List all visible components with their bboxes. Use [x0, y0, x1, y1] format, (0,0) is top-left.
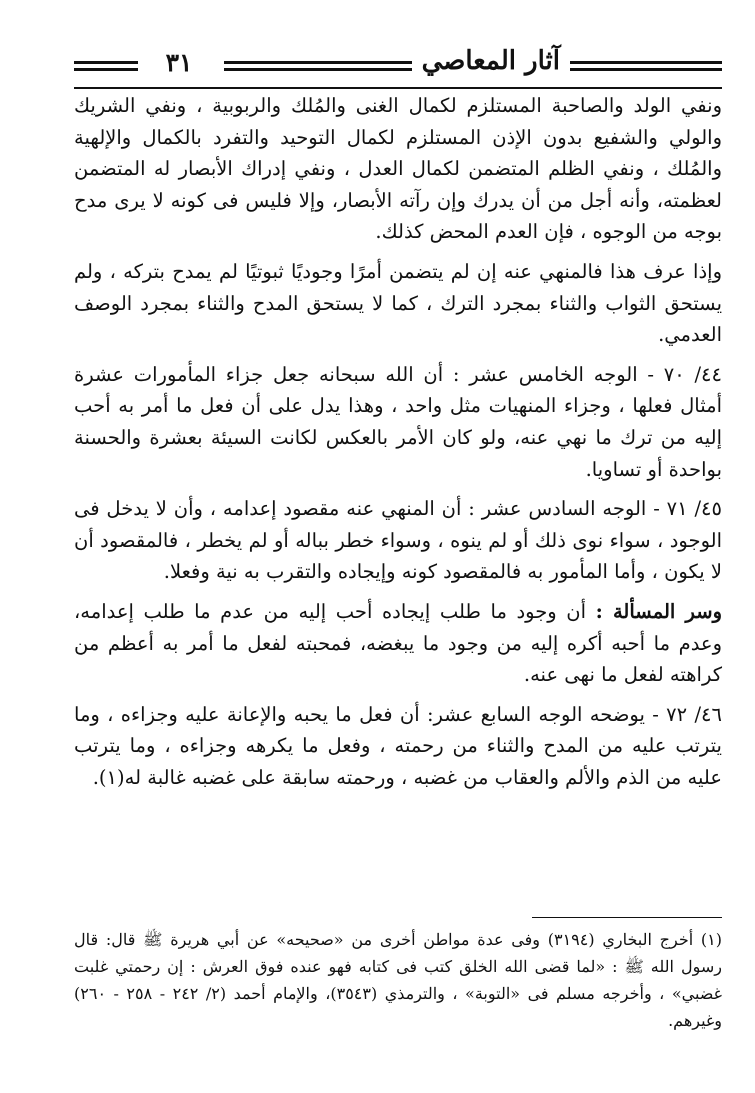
main-text	[74, 90, 722, 801]
header-divider	[74, 87, 722, 89]
paragraph: ٤٥/ ٧١ - الوجه السادس عشر : أن المنهي عنه مقصود إعدامه ، وأن لا يدخل فى الوجود ، سواء نوى ذلك أو لم ينوه ، وسواء خطر بباله أو لم يخطر ، فالمقصود أن لا يكون ، وأما المأمور به فالمقصود كونه وإيجاده والتقرب به نية وفعلا.	[74, 497, 722, 584]
paragraph: ٤٦/ ٧٢ - يوضحه الوجه السابع عشر: أن فعل ما يحبه والإعانة عليه وجزاءه ، وما يترتب عليه من المدح والثناء من رحمته ، وفعل ما يكرهه وجزاءه ، وما يترتب عليه من الذم والألم والعقاب من غضبه ، ورحمته سابقة على غضبه غالبة له(١).	[74, 702, 722, 789]
header-rule-right	[570, 61, 722, 71]
running-title: آثار المعاصي	[421, 46, 560, 76]
paragraph: ٤٤/ ٧٠ - الوجه الخامس عشر : أن الله سبحانه جعل جزاء المأمورات عشرة أمثال فعلها ، وجزاء المنهيات مثل واحد ، وهذا يدل على أن فعل ما أمر به أحب إليه من ترك ما نهي عنه، ولو كان الأمر بالعكس لكانت السيئة بعشرة والحسنة بواحدة أو تساويا.	[74, 362, 722, 481]
footnote: (١) أخرج البخاري (٣١٩٤) وفى عدة مواطن أخرى من «صحيحه» عن أبي هريرة ﷺ قال: قال رسول الله ﷺ : «لما قضى الله الخلق كتب فى كتابه فهو عنده فوق العرش : إن رحمتي غلبت غضبي» ، وأخرجه مسلم فى «التوبة» ، والترمذي (٣٥٤٣)، والإمام أحمد (٢/ ٢٤٢ - ٢٥٨ - ٢٦٠) وغيرهم.	[74, 930, 723, 1030]
footnotes	[74, 926, 722, 1034]
paragraph: ونفي الولد والصاحبة المستلزم لكمال الغنى والمُلك والربوبية ، ونفي الشريك والولي والشفيع بدون الإذن المستلزم لكمال التوحيد والتفرد بالكمال والإلهية والمُلك ، ونفي الظلم المتضمن لكمال العدل ، ونفي إدراك الأبصار له المتضمن لعظمته، وأنه أجل من أن يدرك وإن رآته الأبصار، وإلا فليس فى كونه لا يرى مدح بوجه من الوجوه ، فإن العدم المحض كذلك.	[74, 94, 722, 244]
paragraph-lead: وسر المسألة :	[595, 599, 722, 623]
paragraph: وإذا عرف هذا فالمنهي عنه إن لم يتضمن أمرًا وجوديًا ثبوتيًا لم يمدح بتركه ، ولم يستحق الثواب والثناء بمجرد الترك ، كما لا يستحق المدح والثناء بمجرد الوصف العدمي.	[74, 259, 722, 347]
paragraph	[74, 596, 722, 691]
header-rule-left	[74, 61, 138, 71]
header-rule-middle	[224, 61, 412, 71]
footnote-separator	[532, 917, 722, 918]
paragraph-text: أن وجود ما طلب إيجاده أحب إليه من عدم ما طلب إعدامه، وعدم ما أحبه أكره إليه من وجود ما يبغضه، فمحبته لفعل ما أمر به أعظم من كراهته لفعل ما نهى عنه.	[74, 599, 722, 687]
page-number: ٣١	[165, 48, 193, 77]
page-header	[74, 46, 722, 86]
